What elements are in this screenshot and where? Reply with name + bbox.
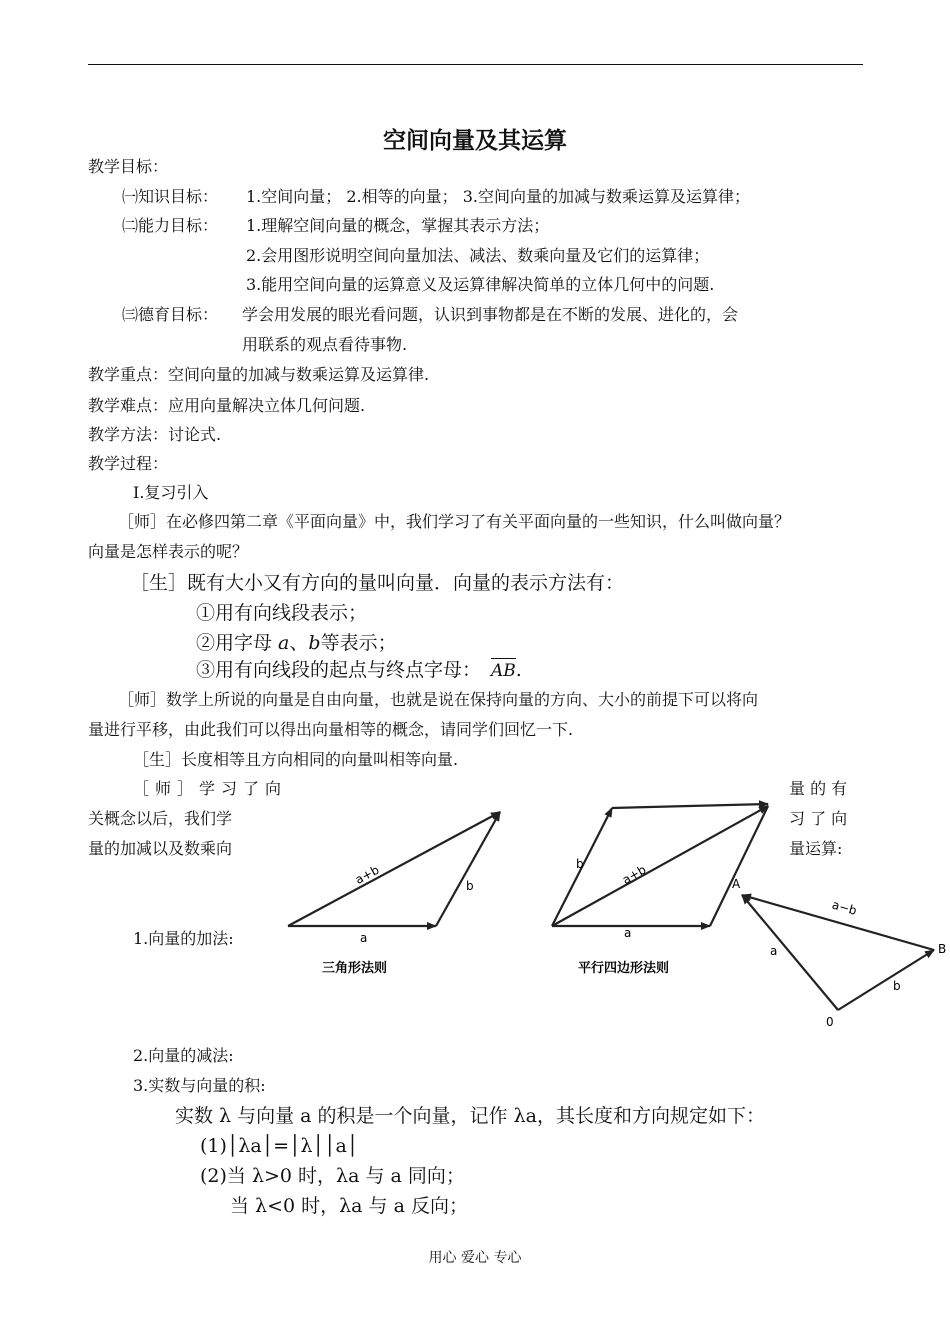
teacher-statement-cont: 量进行平移，由此我们可以得出向量相等的概念，请同学们回忆一下. [88, 720, 574, 739]
subtraction-diagram [732, 877, 946, 1029]
vector-sum-arrow [552, 806, 768, 926]
ability-item: 3.能用空间向量的运算意义及运算律解决简单的立体几何中的问题. [246, 275, 715, 294]
vector-a-symbol: a [278, 632, 290, 654]
teacher-statement: ［师］数学上所说的向量是自由向量，也就是说在保持向量的方向、大小的前提下可以将向 [118, 690, 759, 709]
answer-item-1: ①用有向线段表示； [196, 602, 368, 624]
label-sum: a+b [352, 862, 382, 887]
triangle-rule-diagram [288, 812, 500, 976]
point-a-label: A [732, 877, 741, 891]
triangle-caption: 三角形法则 [322, 961, 388, 976]
knowledge-text: 1.空间向量； 2.相等的向量； 3.空间向量的加减与数乘运算及运算律； [246, 187, 750, 206]
teacher-intro-left: 量的加减以及数乘向 [88, 839, 233, 858]
teacher-intro-right: 量 的 有 [789, 779, 848, 798]
ability-item: 1.理解空间向量的概念，掌握其表示方法； [246, 216, 550, 235]
objectives-heading: 教学目标： [88, 157, 169, 176]
label-sum: a+b [619, 862, 649, 888]
moral-label: ㈢德育目标： [122, 305, 219, 324]
parallelogram-caption: 平行四边形法则 [578, 961, 670, 976]
rule-3: 当 λ<0 时，λa 与 a 反向； [230, 1195, 468, 1217]
moral-text: 学会用发展的眼光看问题，认识到事物都是在不断的发展、进化的，会 [242, 305, 739, 324]
teacher-intro-right: 量运算: [789, 839, 843, 858]
point-b-label: B [938, 942, 947, 956]
process: 教学过程： [88, 454, 169, 473]
teacher-intro-right: 习 了 向 [789, 809, 848, 828]
difficulty: 教学难点：应用向量解决立体几何问题. [88, 396, 366, 415]
point-o-label: 0 [826, 1015, 834, 1029]
knowledge-label: ㈠知识目标： [122, 187, 219, 206]
method: 教学方法：讨论式. [88, 425, 222, 444]
label-b: b [466, 879, 474, 893]
label-a: a [624, 926, 632, 940]
vector-a-arrow [742, 895, 838, 1010]
ability-label: ㈡能力目标： [122, 216, 219, 235]
label-diff: a−b [830, 897, 859, 918]
vector-ab-symbol: AB [491, 661, 516, 681]
teacher-question-cont: 向量是怎样表示的呢？ [88, 542, 249, 561]
moral-text-cont: 用联系的观点看待事物. [242, 335, 408, 354]
vector-b-symbol: b [308, 632, 321, 654]
product-description: 实数 λ 与向量 a 的积是一个向量，记作 λa，其长度和方向规定如下： [175, 1105, 765, 1127]
teacher-question: ［师］在必修四第二章《平面向量》中，我们学习了有关平面向量的一些知识，什么叫做向量？ [118, 512, 791, 531]
opposite-a-arrow [612, 804, 768, 808]
rule-1: (1)│λa│=│λ││a│ [200, 1135, 359, 1157]
student-answer: ［生］既有大小又有方向的量叫向量．向量的表示方法有： [130, 572, 625, 594]
product-heading: 3.实数与向量的积: [133, 1076, 266, 1095]
label-b: b [576, 857, 584, 871]
teacher-intro-left: ［师］学习了向 [133, 779, 288, 798]
addition-heading: 1.向量的加法: [133, 929, 234, 948]
vector-b-arrow [838, 950, 934, 1010]
rule-2: (2)当 λ>0 时，λa 与 a 同向； [200, 1165, 465, 1187]
subtraction-heading: 2.向量的减法: [133, 1046, 234, 1065]
page-title: 空间向量及其运算 [383, 128, 567, 154]
answer-item-3: ③用有向线段的起点与终点字母： AB. [196, 659, 522, 681]
opposite-b-arrow [710, 806, 768, 926]
label-b: b [893, 979, 901, 993]
section-heading: Ⅰ.复习引入 [133, 483, 209, 502]
student-answer-2: ［生］长度相等且方向相同的向量叫相等向量. [133, 750, 459, 769]
key-point: 教学重点：空间向量的加减与数乘运算及运算律. [88, 365, 430, 384]
ability-item: 2.会用图形说明空间向量加法、减法、数乘向量及它们的运算律； [246, 246, 710, 265]
answer-item-2: ②用字母 a、b等表示； [196, 632, 397, 654]
page-footer: 用心 爱心 专心 [428, 1250, 522, 1266]
label-a: a [770, 944, 778, 958]
teacher-intro-left: 关概念以后，我们学 [88, 809, 233, 828]
label-a: a [360, 931, 368, 945]
